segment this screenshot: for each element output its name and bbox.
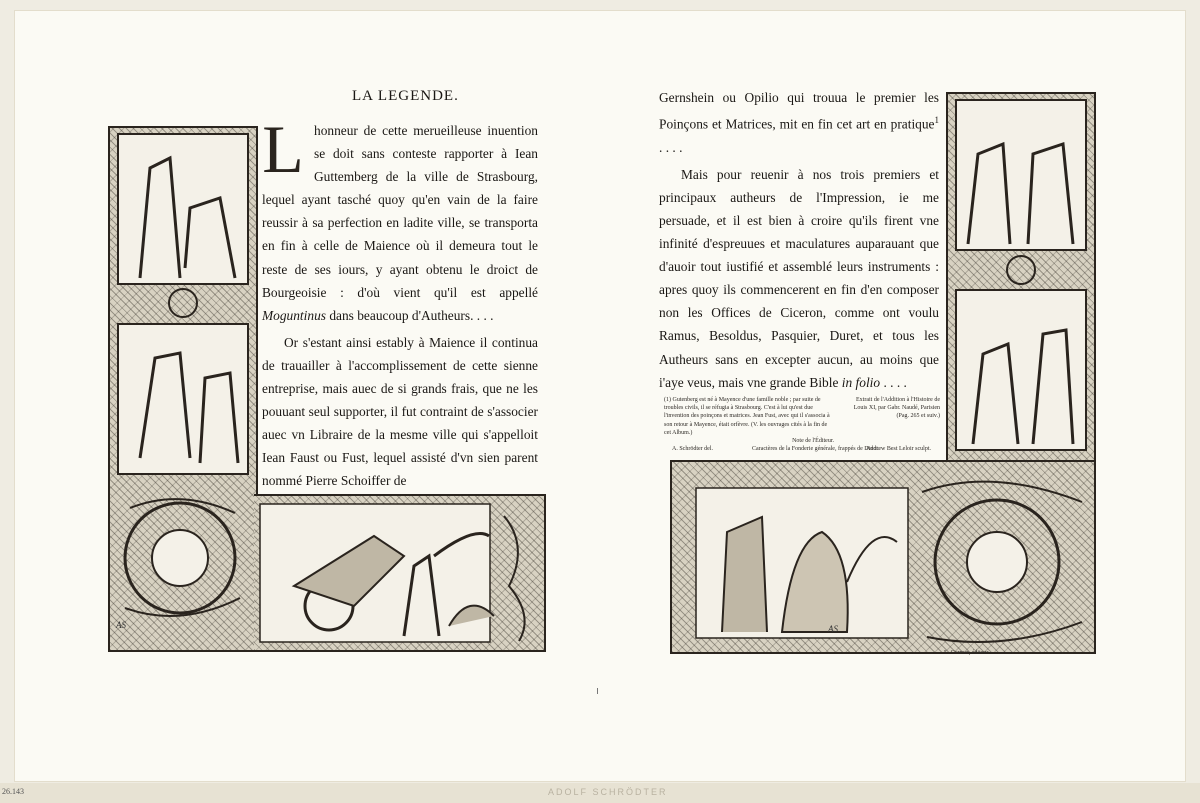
right-paragraph-2-italic: in folio	[841, 374, 881, 390]
credit-designer: A. Schrödter del.	[672, 446, 713, 452]
left-paragraph-1-end: dans beaucoup d'Autheurs. . . .	[329, 307, 494, 323]
artist-monogram-left: AS	[116, 620, 126, 630]
right-border-engraving	[946, 92, 1096, 464]
source-note: Extrait de l'Addition à l'Histoire de Louis XI, par Gabr. Naudé, Parisien (Pag. 265 et suiv.)	[853, 397, 940, 420]
footnote-marker: 1	[934, 115, 939, 126]
inventory-number: 26.143	[2, 787, 24, 796]
footnote	[664, 396, 834, 445]
publisher-credit: L. Curmer, éditeur.	[944, 650, 990, 656]
right-paragraph-2-end: . . . .	[883, 374, 907, 390]
collection-mark: ADOLF SCHRÖDTER	[548, 787, 668, 797]
left-text-column	[262, 111, 538, 493]
right-paragraph-1: Gernshein ou Opilio qui trouua le premier les Poinçons et Matrices, mit en fin cet art en pratique	[659, 90, 939, 132]
center-fold-mark	[597, 688, 598, 694]
credit-typefounder: Caractères de la Fonderie générale, frappés de Didot.	[752, 446, 880, 452]
left-paragraph-1-italic: Moguntinus	[262, 307, 326, 323]
right-paragraph-1-end: . . . .	[659, 139, 683, 155]
credit-engraver: Andrew Best Leloir sculpt.	[866, 446, 931, 452]
left-border-engraving	[108, 126, 258, 652]
artist-monogram-right: AS	[828, 624, 838, 634]
bottom-border-engraving-right	[670, 460, 1096, 654]
left-paragraph-1: honneur de cette merueilleuse inuention se doit sans conteste rapporter à Iean Guttemberg de la ville de Strasbourg, lequel ayant tasché quoy qu'en vain de la faire reussir à sa perfection en ladite ville, se transporta en fin à celle de Maience où il demeura tout le reste de ses iours, y ayant obtenu le droict de Bourgeoisie : d'où vient qu'il est appellé	[262, 123, 538, 300]
bottom-border-engraving-left	[254, 494, 546, 652]
footnote-text: (1) Gutenberg est né à Mayence d'une famille noble ; par suite de troubles civils, il se réfugia à Strasbourg. C'est à lui qu'est due l'invention des poinçons et matrices. Jean Fust, avec qui il s'associa à son retour à Mayence, était orfèvre. (V. les ouvrages cités à la fin de cet Album.)	[664, 397, 830, 436]
drop-cap: L	[262, 111, 304, 187]
right-paragraph-2: Mais pour reuenir à nos trois premiers et principaux autheurs de l'Impression, ie me persuade, et il est bien à croire qu'ils firent vne infinité d'espreuues et maculatures auparauant que d'auoir tout iustifié et assemblé leurs instruments : apres quoy ils commencerent en fin d'en composer non les Offices de Ciceron, comme ont voulu Ramus, Besoldus, Pasquier, Duret, et tous les Autheurs sans en excepter aucun, au moins que i'aye veus, mais vne grande Bible	[659, 166, 939, 390]
left-paragraph-2: Or s'estant ainsi estably à Maience il continua de trauailler à l'accomplissement de cette sienne entreprise, mais auec de si grands frais, que ne les pouuant seul supporter, il fut contraint de s'associer auec vn Libraire de la mesme ville qui s'appelloit Iean Faust ou Fust, lequel assisté d'vn sien parent nommé Pierre Schoiffer de	[262, 334, 538, 489]
footnote-signature: Note de l'Éditeur.	[792, 438, 834, 445]
page-title: LA LEGENDE.	[352, 88, 459, 104]
right-text-column	[659, 86, 939, 394]
